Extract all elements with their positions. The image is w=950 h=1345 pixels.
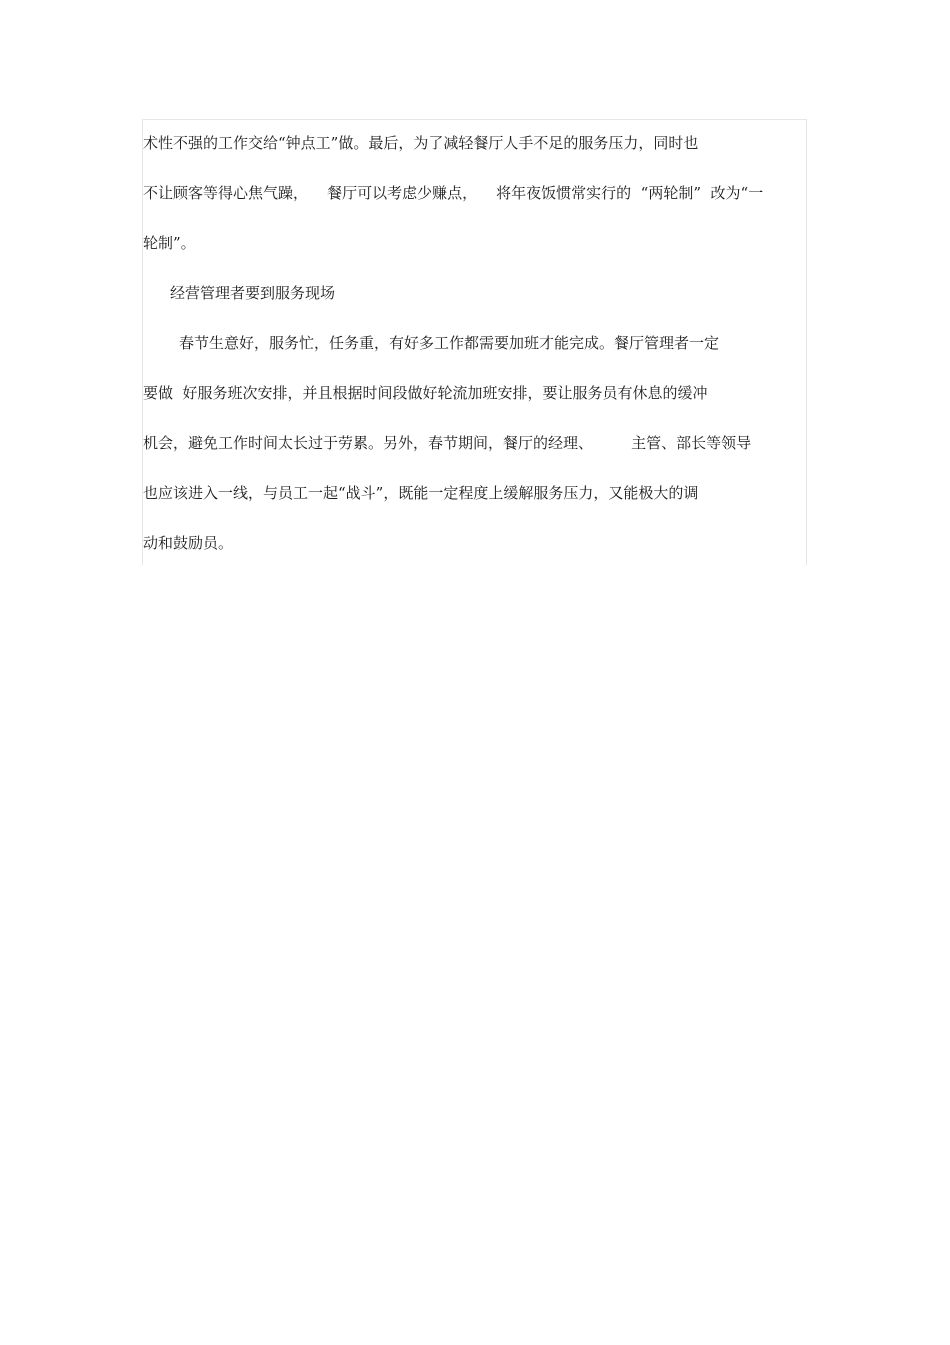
section-heading: 经营管理者要到服务现场	[170, 284, 336, 302]
body-line-7: 机会，避免工作时间太长过于劳累。另外，春节期间，餐厅的经理、 主管、部长等领导	[143, 434, 752, 452]
body-line-3: 轮制”。	[143, 234, 196, 252]
body-line-5: 春节生意好，服务忙，任务重，有好多工作都需要加班才能完成。餐厅管理者一定	[179, 334, 720, 352]
body-line-1: 术性不强的工作交给“钟点工”做。最后，为了减轻餐厅人手不足的服务压力，同时也	[143, 134, 699, 152]
body-line-2: 不让顾客等得心焦气躁， 餐厅可以考虑少赚点， 将年夜饭惯常实行的 “两轮制” 改为“一	[143, 184, 764, 202]
body-line-6: 要做 好服务班次安排，并且根据时间段做好轮流加班安排，要让服务员有休息的缓冲	[143, 384, 708, 402]
body-line-9: 动和鼓励员。	[143, 534, 234, 552]
body-line-8: 也应该进入一线，与员工一起“战斗”，既能一定程度上缓解服务压力，又能极大的调	[143, 484, 699, 502]
